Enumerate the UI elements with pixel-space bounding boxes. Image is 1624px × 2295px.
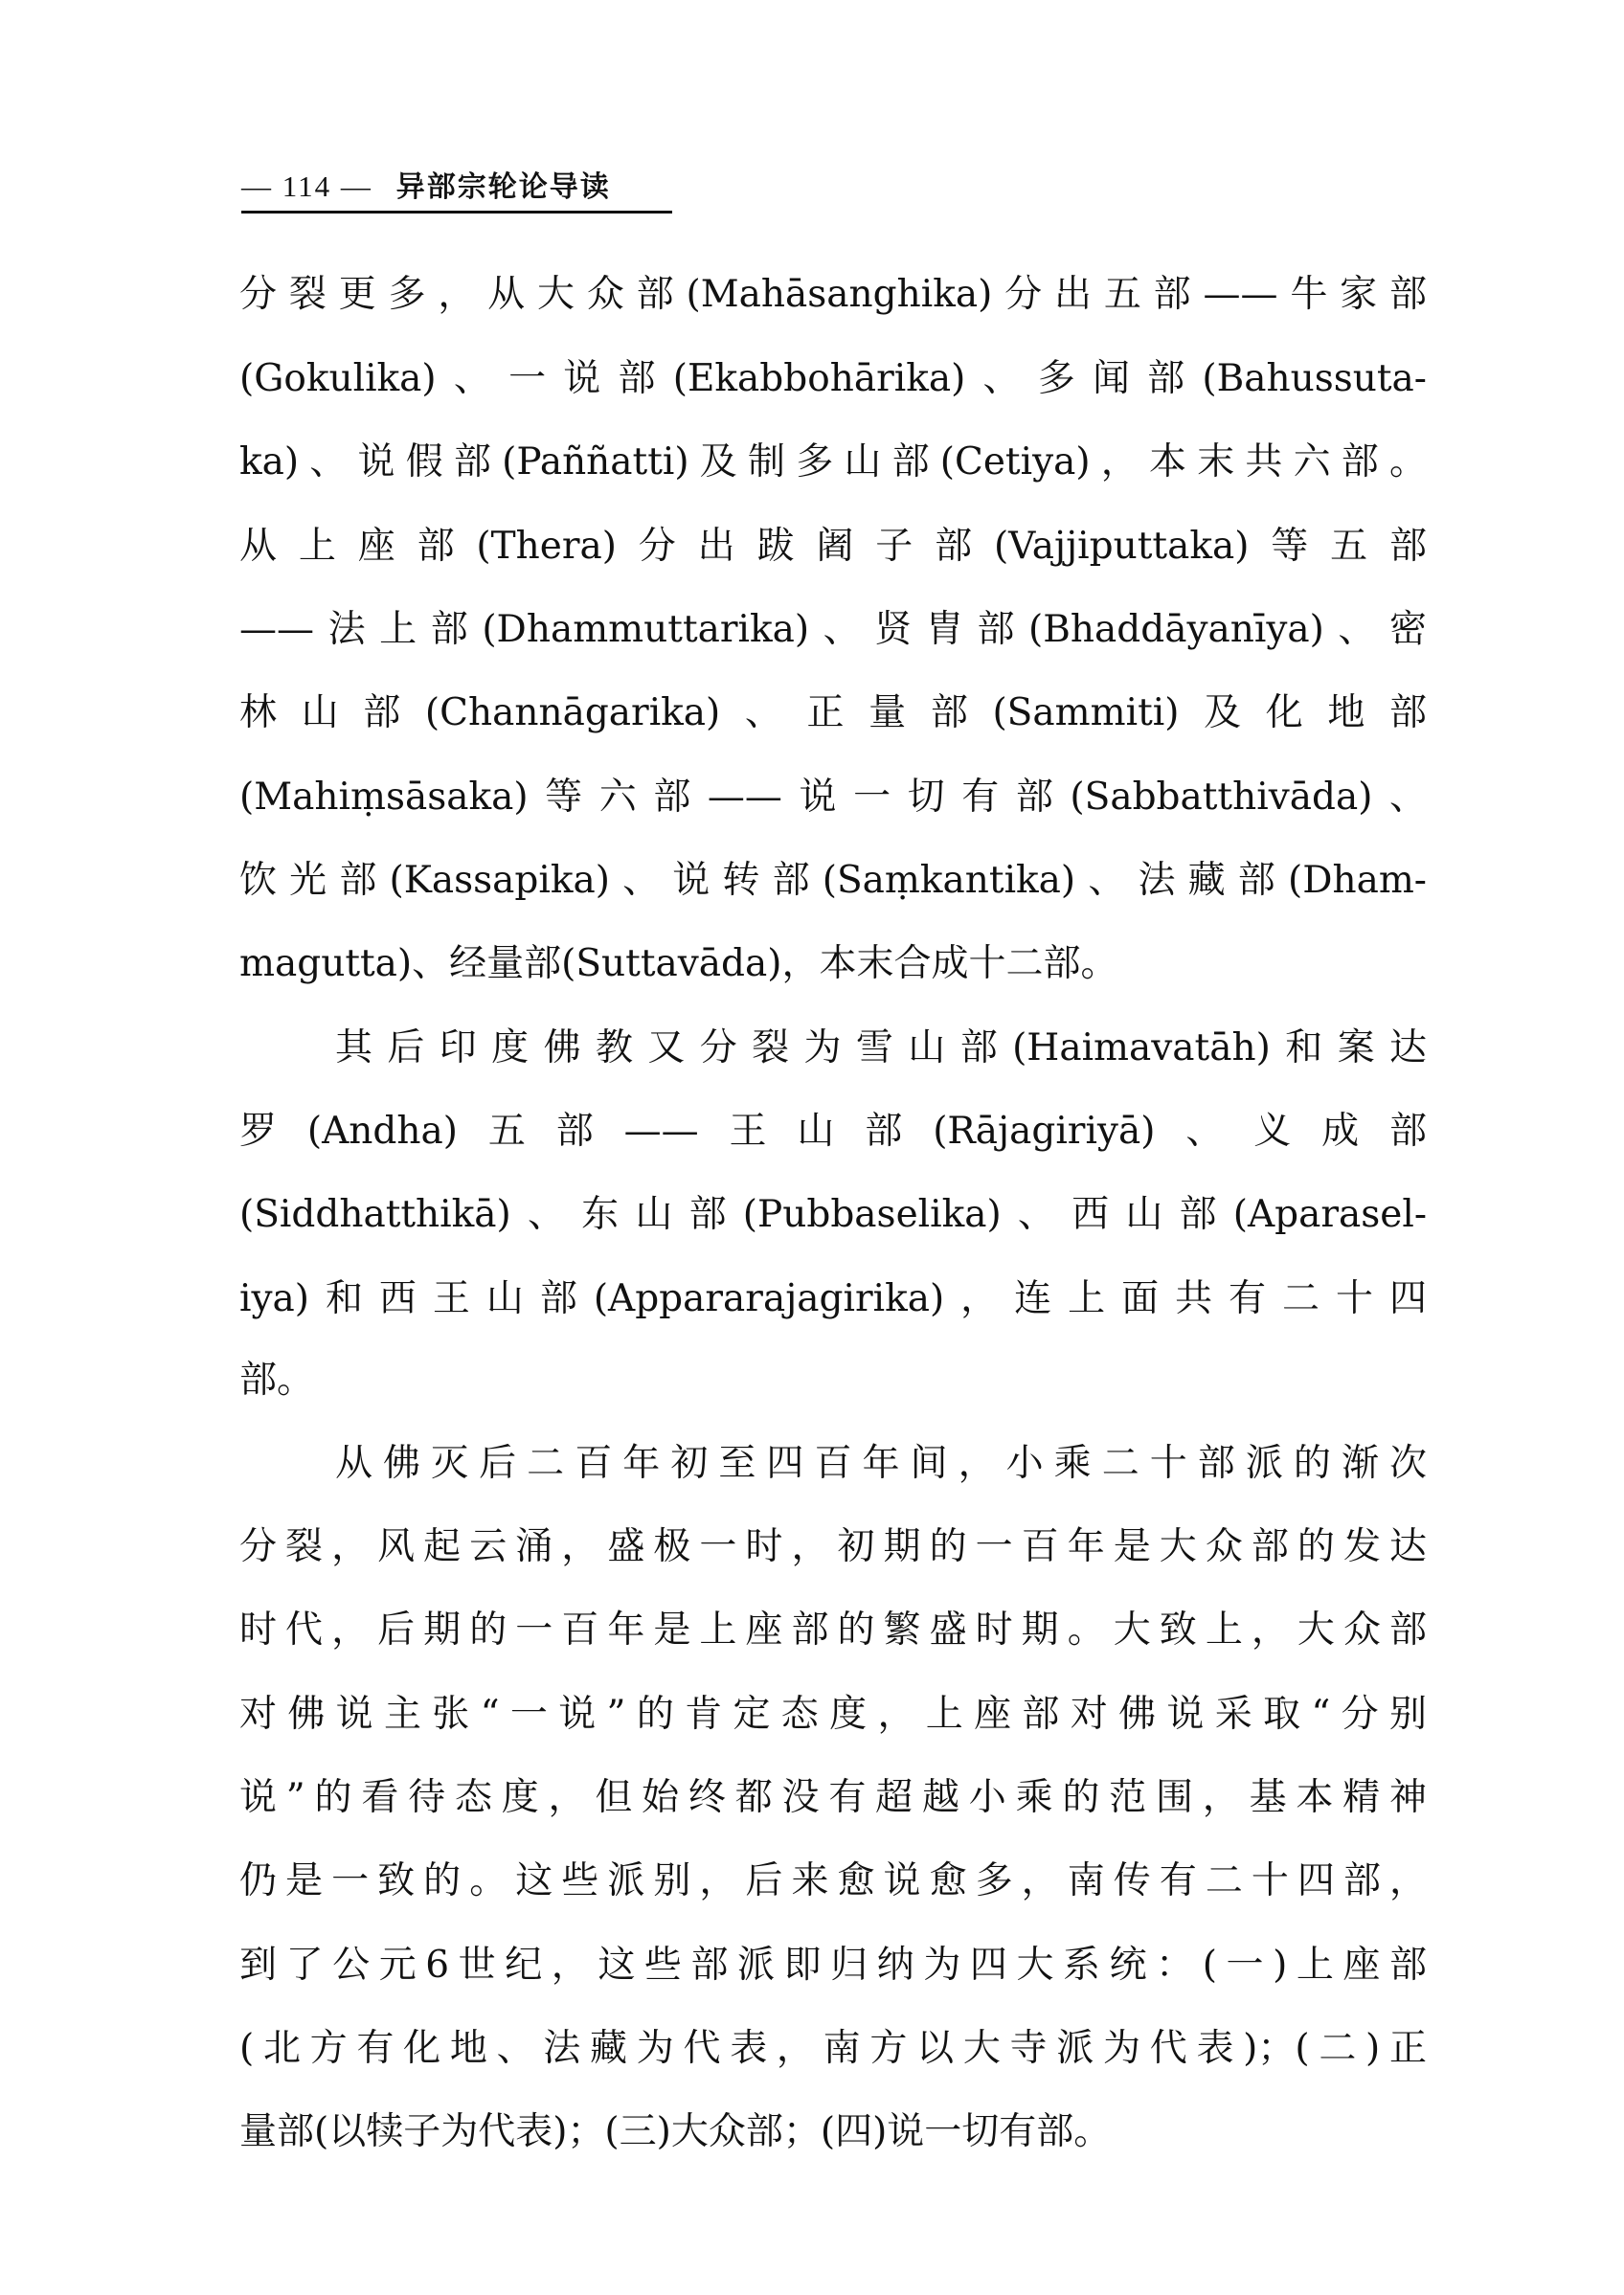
text-line: 部。	[239, 1359, 315, 1402]
text-line: 林山部(Channāgarika)、正量部(Sammiti)及化地部	[239, 691, 1427, 734]
text-line: iya)和西王山部(Appararajagirika)，连上面共有二十四	[239, 1277, 1427, 1320]
text-line: (Mahiṃsāsaka)等六部——说一切有部(Sabbatthivāda)、	[239, 776, 1427, 819]
page-number: — 114 —	[241, 169, 372, 203]
text-line: 说”的看待态度，但始终都没有超越小乘的范围，基本精神	[239, 1776, 1427, 1819]
book-title: 异部宗轮论导读	[395, 170, 611, 204]
text-line: (北方有化地、法藏为代表，南方以大寺派为代表)；(二)正	[239, 2027, 1427, 2070]
text-line: 时代，后期的一百年是上座部的繁盛时期。大致上，大众部	[239, 1609, 1427, 1652]
text-line: 分裂，风起云涌，盛极一时，初期的一百年是大众部的发达	[239, 1525, 1427, 1568]
running-header	[241, 163, 672, 214]
text-line: magutta)、经量部(Suttavāda)，本末合成十二部。	[239, 942, 1118, 985]
text-line: (Siddhatthikā)、东山部(Pubbaselika)、西山部(Aparasel-	[239, 1193, 1427, 1236]
text-line: 饮光部(Kassapika)、说转部(Saṃkantika)、法藏部(Dham-	[239, 859, 1427, 902]
text-line: 其后印度佛教又分裂为雪山部(Haimavatāh)和案达	[335, 1026, 1427, 1069]
text-line: 罗(Andha)五部——王山部(Rājagiriyā)、义成部	[239, 1110, 1427, 1153]
text-line: (Gokulika)、一说部(Ekabbohārika)、多闻部(Bahussuta-	[239, 357, 1427, 400]
text-line: ——法上部(Dhammuttarika)、贤胄部(Bhaddāyanīya)、密	[239, 608, 1427, 651]
text-line: 从上座部(Thera)分出跋阇子部(Vajjiputtaka)等五部	[239, 525, 1427, 568]
text-line: 量部(以犊子为代表)；(三)大众部；(四)说一切有部。	[239, 2110, 1112, 2153]
text-line: 仍是一致的。这些派别，后来愈说愈多，南传有二十四部，	[239, 1859, 1427, 1902]
text-line: 对佛说主张“一说”的肯定态度，上座部对佛说采取“分别	[239, 1693, 1427, 1736]
text-line: 到了公元6世纪，这些部派即归纳为四大系统：(一)上座部	[239, 1944, 1427, 1987]
text-line: ka)、说假部(Paññatti)及制多山部(Cetiya)，本末共六部。	[239, 440, 1427, 484]
text-line: 从佛灭后二百年初至四百年间，小乘二十部派的渐次	[335, 1442, 1427, 1485]
text-line: 分裂更多，从大众部(Mahāsanghika)分出五部——牛家部	[239, 273, 1427, 316]
